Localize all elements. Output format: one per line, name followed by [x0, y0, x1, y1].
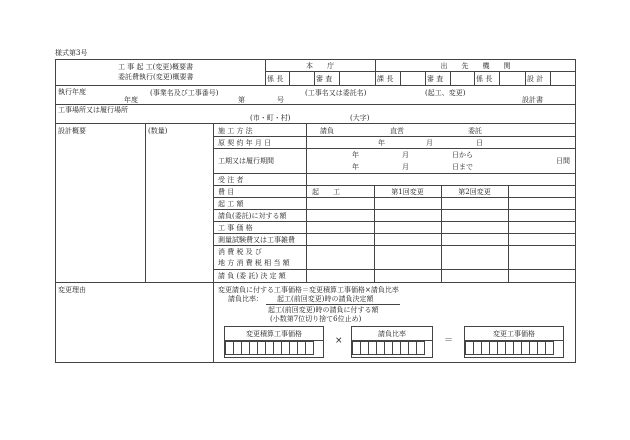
divider — [374, 185, 375, 282]
divider — [450, 71, 451, 85]
divider — [55, 104, 576, 105]
quantity-label: (数量) — [148, 127, 168, 135]
title-itaku: 委託費執行(変更)概要書 — [118, 73, 194, 81]
divider — [213, 123, 214, 363]
period-end-year: 年 — [352, 163, 359, 171]
date-month: 月 — [426, 139, 433, 147]
changed-price-label: 変更工事価格 — [493, 330, 535, 338]
divider — [474, 71, 475, 85]
divider — [425, 71, 426, 85]
divider — [550, 71, 551, 85]
stamp-label: 課 長 — [377, 75, 394, 83]
divider — [55, 123, 576, 124]
contract-amount-label: 請負(委託)に対する額 — [218, 212, 287, 220]
number-go: 号 — [277, 96, 284, 104]
date-day: 日 — [476, 139, 483, 147]
method-entrust: 委託 — [468, 127, 482, 135]
number-dai: 第 — [238, 96, 245, 104]
date-year: 年 — [378, 139, 385, 147]
city-label: (市・町・村) — [250, 114, 291, 122]
divider — [441, 185, 442, 282]
column-change-1: 第1回変更 — [391, 188, 424, 196]
divider — [265, 71, 576, 72]
period-start-from: 日から — [452, 151, 473, 159]
divider — [339, 71, 340, 85]
digit-cells — [465, 341, 553, 355]
times-sign: × — [335, 336, 343, 346]
construction-method-label: 施 工 方 法 — [218, 127, 253, 135]
kiko-henko-label: (起工、変更) — [425, 89, 466, 97]
project-number-label: (事業名及び工事番号) — [150, 89, 219, 97]
work-place-label: 工事場所又は履行場所 — [58, 106, 128, 114]
office-honcho: 本 庁 — [306, 62, 334, 70]
period-start-month: 月 — [402, 151, 409, 159]
formula-line: 変更請負に付する工事価格＝変更積算工事価格×請負比率 — [218, 286, 399, 294]
divider — [55, 282, 576, 283]
divider — [499, 71, 500, 85]
stamp-label: 設 計 — [527, 75, 544, 83]
change-reason-label: 変更理由 — [58, 286, 86, 294]
execution-year-label: 執行年度 — [58, 88, 86, 96]
sekkeisho-label: 設計書 — [522, 96, 543, 104]
cost-item-label: 費 目 — [218, 188, 235, 196]
design-overview-label: 設計概要 — [58, 127, 86, 135]
digit-cells — [352, 341, 424, 355]
aza-label: (大字) — [350, 114, 370, 122]
title-kiko: 工 事 起 工(変更)概要書 — [118, 63, 194, 71]
ratio-denominator: 起工(前回変更)時の請負に付する額 — [268, 306, 379, 314]
divider — [213, 136, 576, 137]
divider — [213, 221, 576, 222]
divider — [213, 148, 576, 149]
stamp-label: 係 長 — [267, 75, 284, 83]
ratio-note: (小数第7位切り捨て6位止め) — [270, 315, 362, 323]
method-direct: 直営 — [390, 127, 404, 135]
work-price-label: 工 事 価 格 — [218, 224, 253, 232]
local-tax-label: 地 方 消 費 税 相 当 額 — [218, 259, 290, 267]
divider — [213, 197, 576, 198]
contractor-label: 受 注 者 — [218, 176, 244, 184]
divider — [400, 71, 401, 85]
period-start-year: 年 — [352, 151, 359, 159]
period-days: 日間 — [556, 157, 570, 165]
column-kiko: 起 工 — [312, 188, 340, 196]
ratio-numerator: 起工(前回変更)時の請負決定額 — [277, 295, 374, 303]
equals-sign: ＝ — [444, 336, 454, 346]
period-end-month: 月 — [402, 163, 409, 171]
fraction-bar — [266, 304, 400, 305]
period-end-until: 日まで — [452, 163, 473, 171]
stamp-label: 係 長 — [476, 75, 493, 83]
consumption-tax-label: 消 費 税 及 び — [218, 248, 262, 256]
divider — [213, 245, 576, 246]
original-contract-date-label: 原 契 約 年 月 日 — [218, 139, 272, 147]
kiko-amount-label: 起 工 額 — [218, 200, 244, 208]
stamp-label: 審 査 — [427, 75, 444, 83]
form-number: 様式第3号 — [55, 49, 88, 57]
divider — [145, 123, 146, 282]
divider — [213, 185, 576, 186]
office-dessaki: 出 先 機 関 — [440, 62, 511, 70]
work-name-label: (工事名又は委託名) — [305, 89, 367, 97]
column-change-2: 第2回変更 — [458, 188, 491, 196]
divider — [213, 173, 576, 174]
divider — [213, 209, 576, 210]
work-period-label: 工期又は履行期間 — [218, 157, 274, 165]
digit-cells — [225, 341, 313, 355]
divider — [306, 123, 307, 282]
estimated-price-label: 変更積算工事価格 — [246, 330, 302, 338]
divider — [55, 85, 576, 86]
divider — [508, 185, 509, 282]
survey-cost-label: 測量試験費又は工事雑費 — [218, 236, 295, 244]
decided-amount-label: 請 負 (委 託) 決 定 額 — [218, 272, 286, 280]
divider — [289, 71, 290, 85]
divider — [314, 71, 315, 85]
stamp-label: 審 査 — [316, 75, 333, 83]
year-unit: 年度 — [124, 96, 138, 104]
ratio-box-label: 請負比率 — [378, 330, 406, 338]
method-contract: 請負 — [320, 127, 334, 135]
divider — [525, 71, 526, 85]
divider — [213, 269, 576, 270]
ratio-label: 請負比率： — [228, 295, 263, 303]
divider — [213, 233, 576, 234]
